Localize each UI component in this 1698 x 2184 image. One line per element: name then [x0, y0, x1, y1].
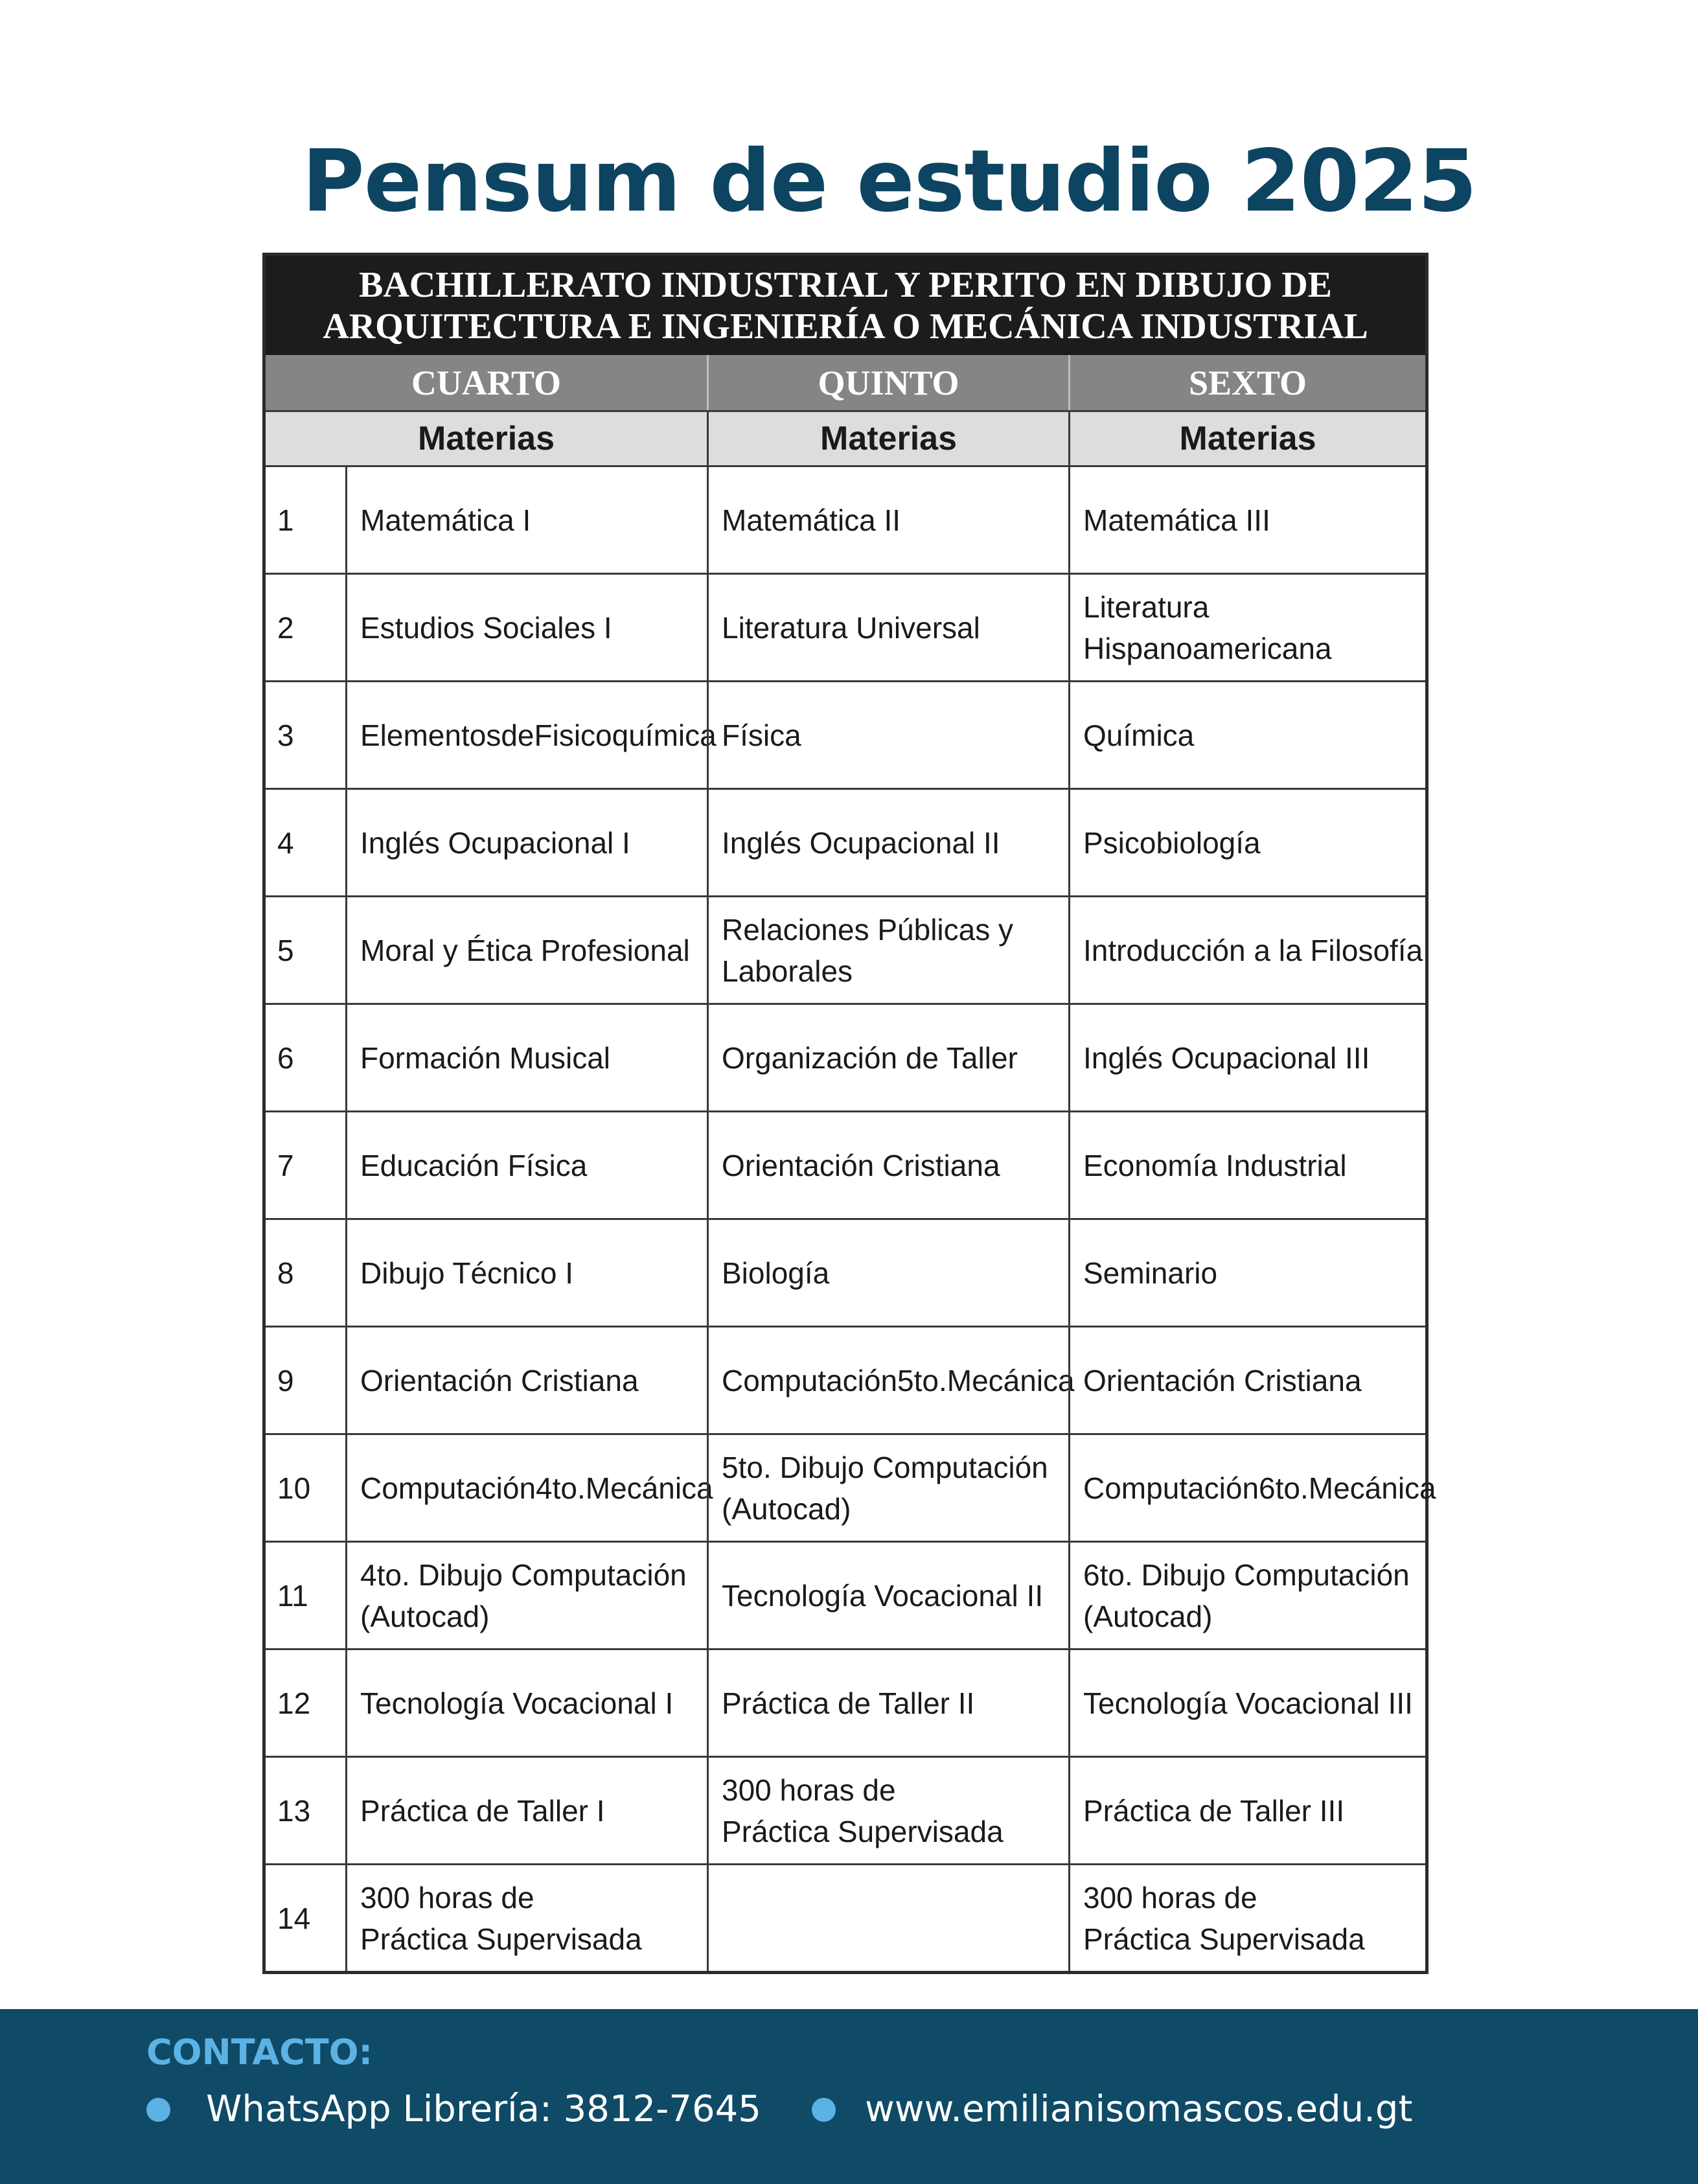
grade-sexto: SEXTO [1068, 355, 1425, 410]
subject-text: Computación4to.Mecánica [360, 1471, 713, 1505]
table-heading-line-1: BACHILLERATO INDUSTRIAL Y PERITO EN DIBUJO DE [359, 264, 1332, 305]
table-row [266, 1003, 1425, 1110]
subject-text: Orientación Cristiana [360, 1363, 639, 1397]
subject-cell-sexto [1068, 1756, 1425, 1863]
subject-text: Práctica Supervisada [722, 1814, 1004, 1848]
subject-text: Matemática II [722, 503, 901, 537]
subject-text: (Autocad) [722, 1491, 851, 1526]
subject-text: Organización de Taller [722, 1040, 1018, 1075]
subject-text: Química [1083, 718, 1195, 752]
row-number: 1 [266, 465, 345, 573]
subject-text: Inglés Ocupacional II [722, 825, 1000, 860]
row-number: 2 [266, 573, 345, 680]
subject-text: Tecnología Vocacional III [1083, 1686, 1413, 1720]
subject-text: Práctica de Taller III [1083, 1793, 1345, 1828]
subject-text: (Autocad) [360, 1599, 490, 1633]
row-number: 12 [266, 1648, 345, 1756]
subject-text: Física [722, 718, 801, 752]
row-number: 7 [266, 1110, 345, 1218]
subject-cell-quinto [707, 1003, 1068, 1110]
subject-text: Dibujo Técnico I [360, 1256, 573, 1290]
table-body [266, 465, 1436, 1971]
row-number: 11 [266, 1541, 345, 1648]
curriculum-table [262, 253, 1436, 1974]
table-row [266, 1863, 1425, 1971]
subject-cell-quinto [707, 573, 1068, 680]
contact-label: CONTACTO: [146, 2032, 373, 2073]
subject-text: Matemática I [360, 503, 531, 537]
subject-cell-sexto [1068, 1110, 1425, 1218]
subject-cell-sexto [1068, 1541, 1425, 1648]
subject-cell-cuarto [345, 465, 707, 573]
subject-cell-sexto [1068, 465, 1425, 573]
row-number: 9 [266, 1326, 345, 1433]
subject-cell-sexto [1068, 788, 1425, 895]
subject-cell-sexto [1068, 1648, 1425, 1756]
subject-cell-cuarto [345, 1541, 707, 1648]
subject-text: Orientación Cristiana [722, 1148, 1000, 1182]
table-heading [266, 256, 1425, 355]
subject-cell-sexto [1068, 1218, 1425, 1326]
subject-cell-sexto [1068, 573, 1425, 680]
table-row [266, 680, 1425, 788]
subject-text: Práctica Supervisada [360, 1922, 642, 1956]
subject-text: Introducción a la Filosofía [1083, 933, 1423, 967]
subject-text: Educación Física [360, 1148, 588, 1182]
row-number: 6 [266, 1003, 345, 1110]
bullet-icon [812, 2098, 836, 2122]
subject-cell-sexto [1068, 680, 1425, 788]
subject-cell-sexto [1068, 1003, 1425, 1110]
subject-text: Práctica de Taller II [722, 1686, 975, 1720]
subject-cell-quinto [707, 895, 1068, 1003]
subject-cell-quinto [707, 1541, 1068, 1648]
subject-cell-cuarto [345, 788, 707, 895]
page-title: Pensum de estudio 2025 [302, 132, 1477, 231]
row-number: 13 [266, 1756, 345, 1863]
subject-cell-quinto [707, 788, 1068, 895]
row-number: 10 [266, 1433, 345, 1541]
subject-text: Hispanoamericana [1083, 631, 1332, 665]
subject-text: Inglés Ocupacional I [360, 825, 630, 860]
subject-text: Práctica de Taller I [360, 1793, 605, 1828]
table-row [266, 1648, 1425, 1756]
subject-text: (Autocad) [1083, 1599, 1213, 1633]
grade-quinto: QUINTO [707, 355, 1068, 410]
subject-text: Literatura [1083, 590, 1210, 624]
subject-cell-cuarto [345, 1003, 707, 1110]
subject-cell-quinto [707, 1756, 1068, 1863]
subject-cell-quinto [707, 465, 1068, 573]
subject-text: Laborales [722, 954, 853, 988]
subheader-quinto: Materias [707, 410, 1068, 465]
subject-text: Economía Industrial [1083, 1148, 1347, 1182]
subject-text: Relaciones Públicas y [722, 912, 1014, 947]
whatsapp-contact: WhatsApp Librería: 3812-7645 [206, 2088, 761, 2130]
subject-cell-sexto [1068, 895, 1425, 1003]
subject-text: 300 horas de [360, 1880, 534, 1914]
subject-cell-cuarto [345, 1110, 707, 1218]
subject-cell-quinto [707, 1218, 1068, 1326]
table-row [266, 1326, 1425, 1433]
subject-text: Estudios Sociales I [360, 610, 612, 645]
subject-text: Biología [722, 1256, 830, 1290]
subject-text: 4to. Dibujo Computación [360, 1558, 687, 1592]
table-row [266, 1218, 1425, 1326]
subject-text: Inglés Ocupacional III [1083, 1040, 1370, 1075]
subject-cell-cuarto [345, 1326, 707, 1433]
subject-text: Literatura Universal [722, 610, 980, 645]
table-row [266, 1541, 1425, 1648]
subheader-row [266, 410, 1425, 465]
grade-header-row [266, 355, 1425, 410]
table-row [266, 1110, 1425, 1218]
subject-cell-cuarto [345, 1433, 713, 1541]
row-number: 4 [266, 788, 345, 895]
subject-cell-cuarto [345, 1863, 707, 1971]
row-number: 8 [266, 1218, 345, 1326]
subject-text: Tecnología Vocacional I [360, 1686, 674, 1720]
subject-text: 300 horas de [722, 1773, 896, 1807]
subject-text: Formación Musical [360, 1040, 610, 1075]
subject-text: Orientación Cristiana [1083, 1363, 1362, 1397]
subject-cell-sexto [1068, 1863, 1425, 1971]
subject-text: 300 horas de [1083, 1880, 1257, 1914]
subject-cell-sexto [1068, 1433, 1436, 1541]
subject-cell-cuarto [345, 1756, 707, 1863]
row-number: 14 [266, 1863, 345, 1971]
row-number: 5 [266, 895, 345, 1003]
table-row [266, 1433, 1436, 1541]
subject-text: Seminario [1083, 1256, 1218, 1290]
subject-text: Matemática III [1083, 503, 1270, 537]
subject-cell-sexto [1068, 1326, 1425, 1433]
subject-text: ElementosdeFisicoquímica [360, 718, 717, 752]
subject-cell-cuarto [345, 1648, 707, 1756]
website-link[interactable]: www.emilianisomascos.edu.gt [865, 2088, 1413, 2130]
table-row [266, 788, 1425, 895]
subject-cell-quinto [707, 1433, 1068, 1541]
subject-cell-cuarto [345, 1218, 707, 1326]
subject-text: Computación6to.Mecánica [1083, 1471, 1436, 1505]
subject-text: Moral y Ética Profesional [360, 933, 690, 967]
subject-text: Práctica Supervisada [1083, 1922, 1365, 1956]
subject-text: Computación5to.Mecánica [722, 1363, 1075, 1397]
table-row [266, 895, 1425, 1003]
bullet-icon [146, 2098, 170, 2122]
subject-text: 6to. Dibujo Computación [1083, 1558, 1410, 1592]
subheader-cuarto: Materias [266, 410, 707, 465]
subject-cell-quinto [707, 1863, 1068, 1971]
subheader-sexto: Materias [1068, 410, 1425, 465]
subject-cell-quinto [707, 1326, 1075, 1433]
subject-cell-quinto [707, 1110, 1068, 1218]
subject-text: 5to. Dibujo Computación [722, 1450, 1048, 1484]
subject-cell-quinto [707, 1648, 1068, 1756]
row-number: 3 [266, 680, 345, 788]
subject-cell-cuarto [345, 895, 707, 1003]
table-heading-line-2: ARQUITECTURA E INGENIERÍA O MECÁNICA INDUSTRIAL [323, 306, 1368, 347]
subject-text: Tecnología Vocacional II [722, 1578, 1044, 1613]
table-row [266, 573, 1425, 680]
subject-cell-cuarto [345, 573, 707, 680]
table-row [266, 465, 1425, 573]
subject-text: Psicobiología [1083, 825, 1261, 860]
subject-cell-quinto [707, 680, 1068, 788]
grade-cuarto: CUARTO [266, 355, 707, 410]
table-row [266, 1756, 1425, 1863]
subject-cell-cuarto [345, 680, 717, 788]
